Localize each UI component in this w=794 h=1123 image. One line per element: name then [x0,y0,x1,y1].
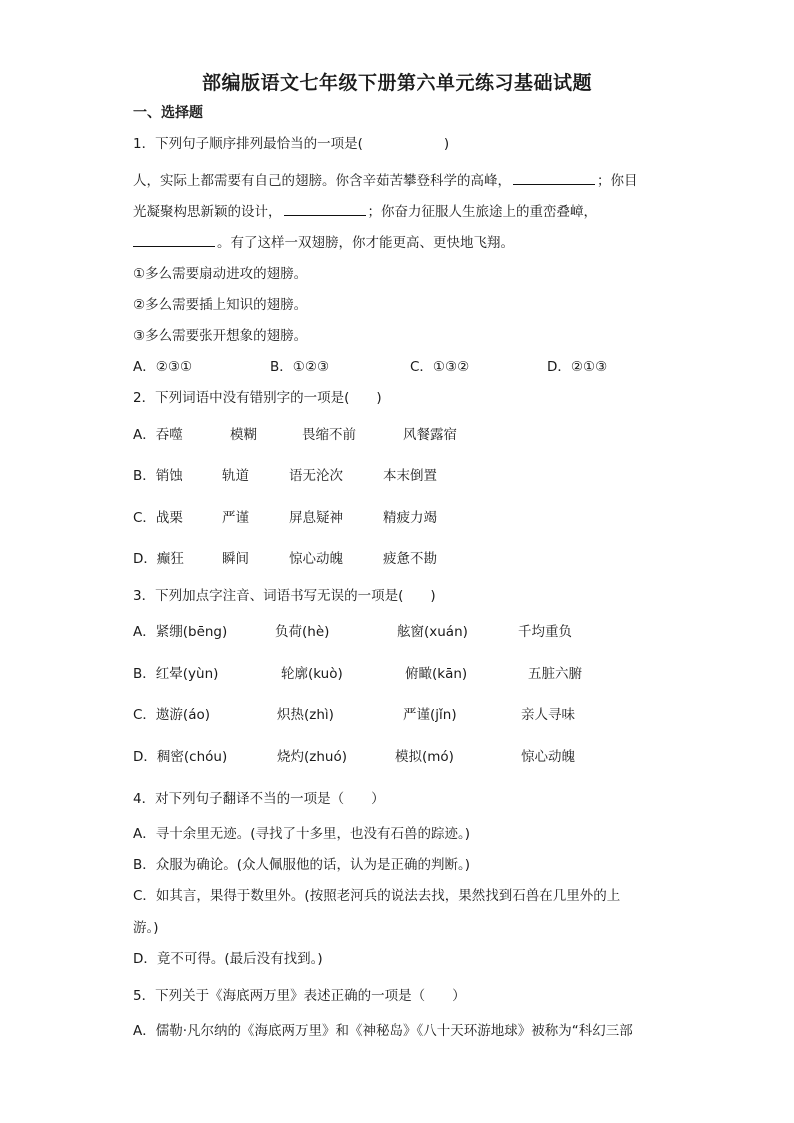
answer-blank [284,201,366,216]
question-4-option-b: B．众服为确论。(众人佩服他的话，认为是正确的判断。) [133,857,471,873]
option-c-item-3: 严谨(jǐn) [403,707,457,723]
option-a-item-2: 负荷(hè) [275,624,330,640]
option-c-word-1: C．战栗 [133,510,183,526]
answer-blank [133,232,215,247]
option-d-item-1: D．稠密(chóu) [133,749,228,765]
question-1-sentence-1: ①多么需要扇动进攻的翅膀。 [133,266,308,282]
passage-text: ；你目 [597,173,638,189]
option-a-word-4: 风餐露宿 [403,427,457,443]
question-1-sentence-2: ②多么需要插上知识的翅膀。 [133,297,308,313]
question-4-option-a: A．寻十余里无迹。(寻找了十多里，也没有石兽的踪迹。) [133,826,471,842]
option-c-item-2: 炽热(zhì) [277,707,334,723]
question-2-stem: 2．下列词语中没有错别字的一项是( ) [133,390,382,406]
passage-text: 人，实际上都需要有自己的翅膀。你含辛茹苦攀登科学的高峰， [133,173,511,189]
option-d-item-3: 模拟(mó) [395,749,454,765]
answer-blank [513,170,595,185]
option-b-word-1: B．销蚀 [133,468,183,484]
question-3-stem: 3．下列加点字注音、词语书写无误的一项是( ) [133,588,436,604]
option-c-item-1: C．遨游(áo) [133,707,210,723]
option-b-word-2: 轨道 [222,468,249,484]
option-b-item-2: 轮廓(kuò) [281,666,343,682]
option-c-word-2: 严谨 [222,510,249,526]
option-b-item-3: 俯瞰(kān) [405,666,468,682]
option-a: A．②③① [133,359,193,375]
question-1-passage-line-1 [133,170,638,191]
question-4-option-c: C．如其言，果得于数里外。(按照老河兵的说法去找，果然找到石兽在几里外的上 [133,888,621,904]
question-1-passage-line-3 [133,232,514,253]
option-d-word-4: 疲惫不勘 [383,551,437,567]
option-b-item-4: 五脏六腑 [528,666,582,682]
question-1-passage-line-2 [133,201,597,222]
section-heading: 一、选择题 [133,105,203,121]
option-d-item-4: 惊心动魄 [521,749,575,765]
option-b-word-4: 本末倒置 [383,468,437,484]
option-d-word-2: 瞬间 [222,551,249,567]
option-a-word-1: A．吞噬 [133,427,183,443]
page-title: 部编版语文七年级下册第六单元练习基础试题 [201,72,592,94]
question-5-option-a: A．儒勒·凡尔纳的《海底两万里》和《神秘岛》《八十天环游地球》被称为“科幻三部 [133,1023,633,1039]
option-d-item-2: 烧灼(zhuó) [277,749,347,765]
question-1-sentence-3: ③多么需要张开想象的翅膀。 [133,328,308,344]
option-a-word-2: 模糊 [230,427,257,443]
option-d-word-1: D．癫狂 [133,551,184,567]
option-a-word-3: 畏缩不前 [302,427,356,443]
option-c-item-4: 亲人寻味 [521,707,575,723]
passage-text: 光凝聚构思新颖的设计， [133,204,282,220]
option-c-word-4: 精疲力竭 [383,510,437,526]
option-b-item-1: B．红晕(yùn) [133,666,219,682]
passage-text: 。有了这样一双翅膀，你才能更高、更快地飞翔。 [217,235,514,251]
option-d: D．②①③ [547,359,608,375]
option-a-item-1: A．紧绷(bēng) [133,624,228,640]
option-c: C．①③② [410,359,470,375]
question-5-stem: 5．下列关于《海底两万里》表述正确的一项是（ ） [133,988,466,1004]
option-b: B．①②③ [270,359,330,375]
option-a-item-4: 千均重负 [518,624,572,640]
passage-text: ；你奋力征服人生旅途上的重峦叠嶂， [367,204,597,220]
option-a-item-3: 舷窗(xuán) [397,624,468,640]
question-4-option-d: D．竟不可得。(最后没有找到。) [133,951,323,967]
question-4-stem: 4．对下列句子翻译不当的一项是（ ） [133,791,385,807]
option-c-word-3: 屏息疑神 [289,510,343,526]
question-4-option-c-cont: 游。) [133,920,159,936]
option-b-word-3: 语无沦次 [289,468,343,484]
question-1-stem: 1．下列句子顺序排列最恰当的一项是( ) [133,136,450,152]
option-d-word-3: 惊心动魄 [289,551,343,567]
